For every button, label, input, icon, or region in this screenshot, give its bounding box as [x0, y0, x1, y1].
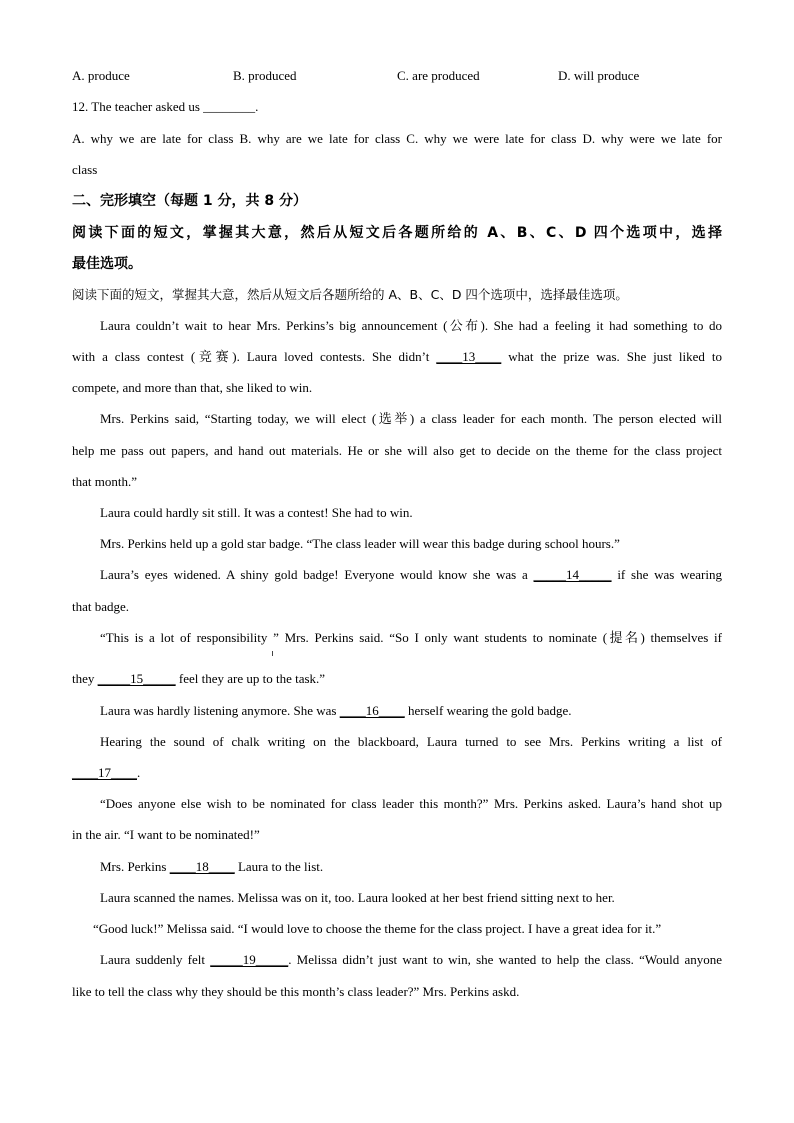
passage-line [100, 567, 722, 583]
blank-19: _____19_____ [210, 952, 289, 967]
passage-text: Laura to the list. [234, 859, 324, 874]
passage-line [100, 859, 323, 875]
blank-15: _____15_____ [97, 671, 176, 686]
passage-text: Mrs. Perkins [100, 859, 170, 874]
option-c: C. are produced [397, 68, 480, 83]
passage-line: “Does anyone else wish to be nominated for class leader this month?” Mrs. Perkins asked. Laura’s hand shot up [100, 796, 722, 811]
passage-line: Hearing the sound of chalk writing on the blackboard, Laura turned to see Mrs. Perkins writing a list of [100, 734, 722, 749]
passage-text: . Melissa didn’t just want to win, she wanted to help the class. “Would anyone [288, 952, 723, 967]
option-b: B. produced [233, 68, 297, 83]
passage-line: that month.” [72, 474, 137, 489]
passage-line [100, 952, 722, 968]
section-instruction-bold: 阅读下面的短文，掌握其大意，然后从短文后各题所给的 A、B、C、D 四个选项中，选择 [72, 225, 722, 241]
passage-text: herself wearing the gold badge. [404, 703, 572, 718]
question-12-stem: 12. The teacher asked us ________. [72, 99, 259, 114]
option-d: D. will produce [558, 68, 640, 83]
passage-text: if she was wearing [611, 567, 722, 582]
passage-line: that badge. [72, 599, 130, 614]
passage-text: what the prize was. She just liked to [501, 349, 722, 364]
passage-line [72, 765, 140, 781]
passage-line: Mrs. Perkins held up a gold star badge. “The class leader will wear this badge during school hours.” [100, 536, 620, 551]
passage-line: Laura couldn’t wait to hear Mrs. Perkins’s big announcement (公布). She had a feeling it had something to do [100, 318, 722, 333]
blank-14: _____14_____ [533, 567, 612, 582]
passage-text: with a class contest (竞赛). Laura loved contests. She didn’t [72, 349, 437, 364]
passage-line: Mrs. Perkins said, “Starting today, we will elect (选举) a class leader for each month. The person elected will [100, 411, 722, 426]
passage-text: . [137, 765, 141, 780]
passage-line [100, 703, 572, 719]
section-instruction-bold-end: 最佳选项。 [72, 256, 142, 272]
blank-16: ____16____ [339, 703, 405, 718]
passage-text: they [72, 671, 98, 686]
passage-line: in the air. “I want to be nominated!” [72, 827, 260, 842]
stray-mark [272, 651, 273, 656]
blank-13: ____13____ [436, 349, 502, 364]
blank-18: ____18____ [169, 859, 235, 874]
passage-line: like to tell the class why they should be this month’s class leader?” Mrs. Perkins askd. [72, 984, 520, 999]
question-12-options: A. why we are late for class B. why are we late for class C. why we were late for class D. why were we late for [72, 131, 722, 146]
passage-line: compete, and more than that, she liked to win. [72, 380, 313, 395]
passage-text: feel they are up to the task.” [175, 671, 326, 686]
section-instruction: 阅读下面的短文，掌握其大意，然后从短文后各题所给的 A、B、C、D 四个选项中，选择最佳选项。 [72, 287, 628, 302]
option-a: A. produce [72, 68, 130, 83]
blank-17: ____17____ [72, 765, 137, 780]
passage-text: Laura was hardly listening anymore. She was [100, 703, 340, 718]
passage-line: “This is a lot of responsibility ” Mrs. Perkins said. “So I only want students to nominate (提名) themselves if [100, 630, 722, 645]
passage-line: “Good luck!” Melissa said. “I would love to choose the theme for the class project. I have a great idea for it.” [93, 921, 662, 936]
passage-text: Laura suddenly felt [100, 952, 211, 967]
passage-line: help me pass out papers, and hand out materials. He or she will also get to decide on the theme for the class project [72, 443, 722, 458]
passage-text: Laura’s eyes widened. A shiny gold badge! Everyone would know she was a [100, 567, 534, 582]
question-12-options-wrap: class [72, 162, 98, 177]
section-title: 二、完形填空（每题 1 分，共 8 分） [72, 193, 307, 209]
passage-line [72, 349, 722, 365]
passage-line [72, 671, 325, 687]
passage-line: Laura scanned the names. Melissa was on it, too. Laura looked at her best friend sitting next to her. [100, 890, 615, 905]
passage-line: Laura could hardly sit still. It was a contest! She had to win. [100, 505, 413, 520]
